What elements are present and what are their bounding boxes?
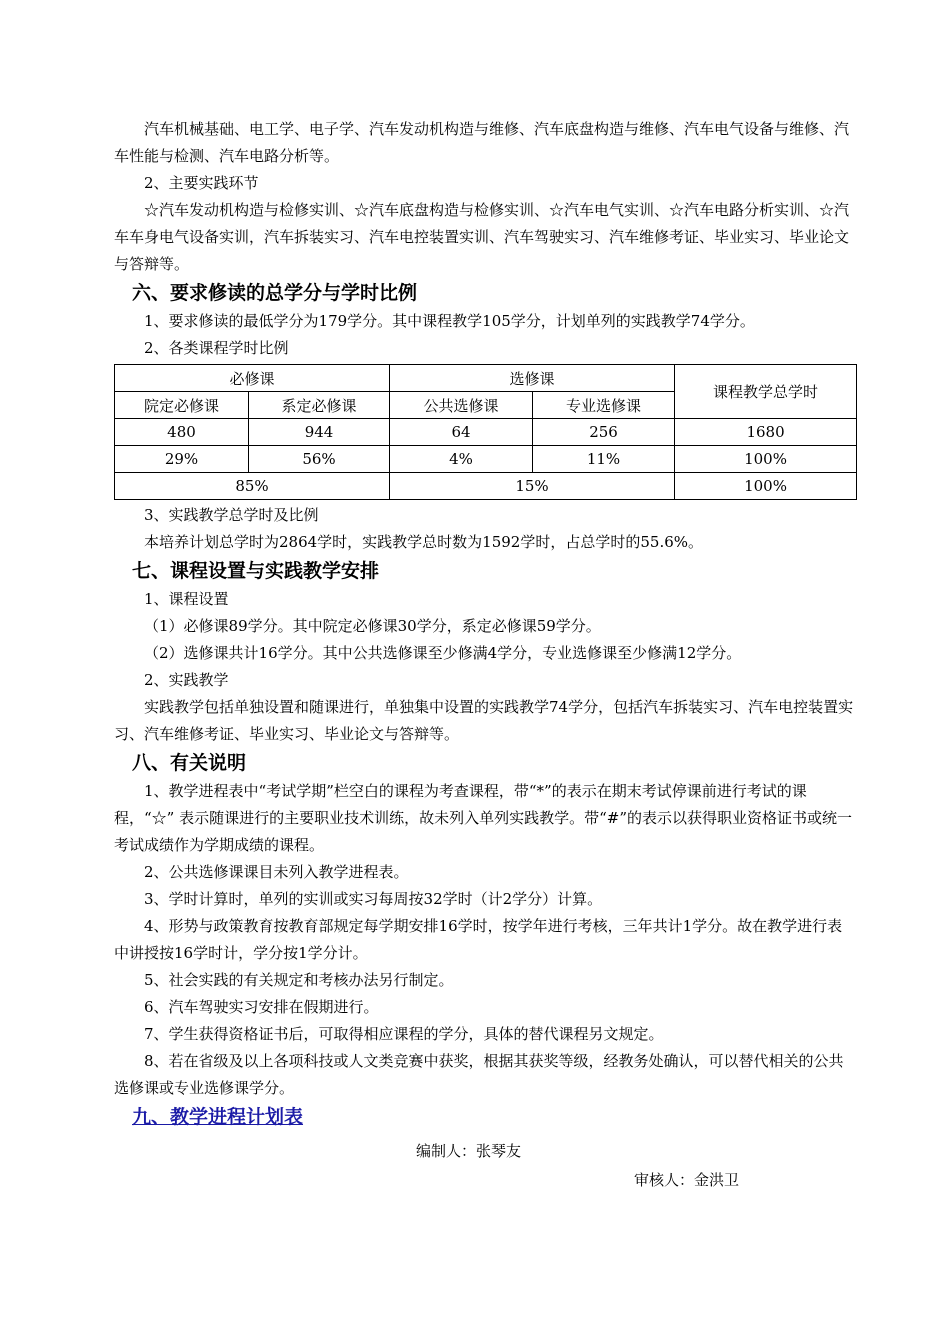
note-item: 5、社会实践的有关规定和考核办法另行制定。 — [144, 971, 454, 989]
section-9-link[interactable]: 九、教学进程计划表 — [132, 1106, 304, 1128]
header-major-elective: 专业选修课 — [533, 392, 675, 419]
document-page — [114, 116, 856, 1194]
table-cell: 256 — [533, 419, 675, 446]
table-row — [115, 419, 857, 446]
table-cell: 4% — [390, 446, 533, 473]
section-7-title: 七、课程设置与实践教学安排 — [132, 560, 380, 582]
section-6-p4: 本培养计划总学时为2864学时，实践教学总时数为1592学时，占总学时的55.6%。 — [144, 533, 704, 551]
note-item: 1、教学进程表中“考试学期”栏空白的课程为考查课程，带“*”的表示在期末考试停课前进行考试的课程，“☆” 表示随课进行的主要职业技术训练，故未列入单列实践教学。带“#”的表示以获得职业资格证书或统一考试成绩作为学期成绩的课程。 — [114, 782, 853, 854]
note-item: 6、汽车驾驶实习安排在假期进行。 — [144, 998, 379, 1016]
section-7-p3: （2）选修课共计16学分。其中公共选修课至少修满4学分，专业选修课至少修满12学分。 — [144, 644, 742, 662]
note-item: 7、学生获得资格证书后，可取得相应课程的学分，具体的替代课程另文规定。 — [144, 1025, 664, 1043]
table-row — [115, 473, 857, 500]
hours-ratio-table — [114, 364, 857, 500]
section-8-title: 八、有关说明 — [132, 752, 247, 774]
practice-heading: 2、主要实践环节 — [144, 174, 259, 192]
section-6-p1: 1、要求修读的最低学分为179学分。其中课程教学105学分，计划单列的实践教学74学分。 — [144, 312, 755, 330]
compiler-signature: 编制人：张琴友 — [416, 1142, 522, 1160]
table-cell: 85% — [115, 473, 390, 500]
table-cell: 29% — [115, 446, 249, 473]
section-7-p1: 1、课程设置 — [144, 590, 229, 608]
courses-paragraph: 汽车机械基础、电工学、电子学、汽车发动机构造与维修、汽车底盘构造与维修、汽车电气设备与维修、汽车性能与检测、汽车电路分析等。 — [114, 120, 850, 165]
table-cell: 64 — [390, 419, 533, 446]
section-6-p2: 2、各类课程学时比例 — [144, 339, 289, 357]
practice-paragraph: ☆汽车发动机构造与检修实训、☆汽车底盘构造与检修实训、☆汽车电气实训、☆汽车电路分析实训、☆汽车车身电气设备实训，汽车拆装实习、汽车电控装置实训、汽车驾驶实习、汽车维修考证、毕业实习、毕业论文与答辩等。 — [114, 201, 850, 273]
section-7-p5: 实践教学包括单独设置和随课进行，单独集中设置的实践教学74学分，包括汽车拆装实习、汽车电控装置实习、汽车维修考证、毕业实习、毕业论文与答辩等。 — [114, 698, 854, 743]
note-item: 4、形势与政策教育按教育部规定每学期安排16学时，按学年进行考核，三年共计1学分。故在教学进行表中讲授按16学时计，学分按1学分计。 — [114, 917, 843, 962]
table-cell: 944 — [249, 419, 390, 446]
section-7-p4: 2、实践教学 — [144, 671, 229, 689]
table-cell: 56% — [249, 446, 390, 473]
header-total: 课程教学总学时 — [675, 365, 857, 419]
note-item: 3、学时计算时，单列的实训或实习每周按32学时（计2学分）计算。 — [144, 890, 603, 908]
header-elective: 选修课 — [390, 365, 675, 392]
header-required: 必修课 — [115, 365, 390, 392]
reviewer-signature: 审核人：金洪卫 — [634, 1171, 740, 1189]
table-cell: 480 — [115, 419, 249, 446]
section-6-p3: 3、实践教学总学时及比例 — [144, 506, 319, 524]
note-item: 2、公共选修课课目未列入教学进程表。 — [144, 863, 409, 881]
table-cell: 100% — [675, 473, 857, 500]
section-6-title: 六、要求修读的总学分与学时比例 — [132, 282, 418, 304]
table-cell: 11% — [533, 446, 675, 473]
section-7-p2: （1）必修课89学分。其中院定必修课30学分，系定必修课59学分。 — [144, 617, 601, 635]
table-cell: 100% — [675, 446, 857, 473]
header-college-required: 院定必修课 — [115, 392, 249, 419]
header-public-elective: 公共选修课 — [390, 392, 533, 419]
table-cell: 15% — [390, 473, 675, 500]
header-dept-required: 系定必修课 — [249, 392, 390, 419]
table-row — [115, 446, 857, 473]
table-cell: 1680 — [675, 419, 857, 446]
note-item: 8、若在省级及以上各项科技或人文类竞赛中获奖，根据其获奖等级，经教务处确认，可以替代相关的公共选修课或专业选修课学分。 — [114, 1052, 844, 1097]
